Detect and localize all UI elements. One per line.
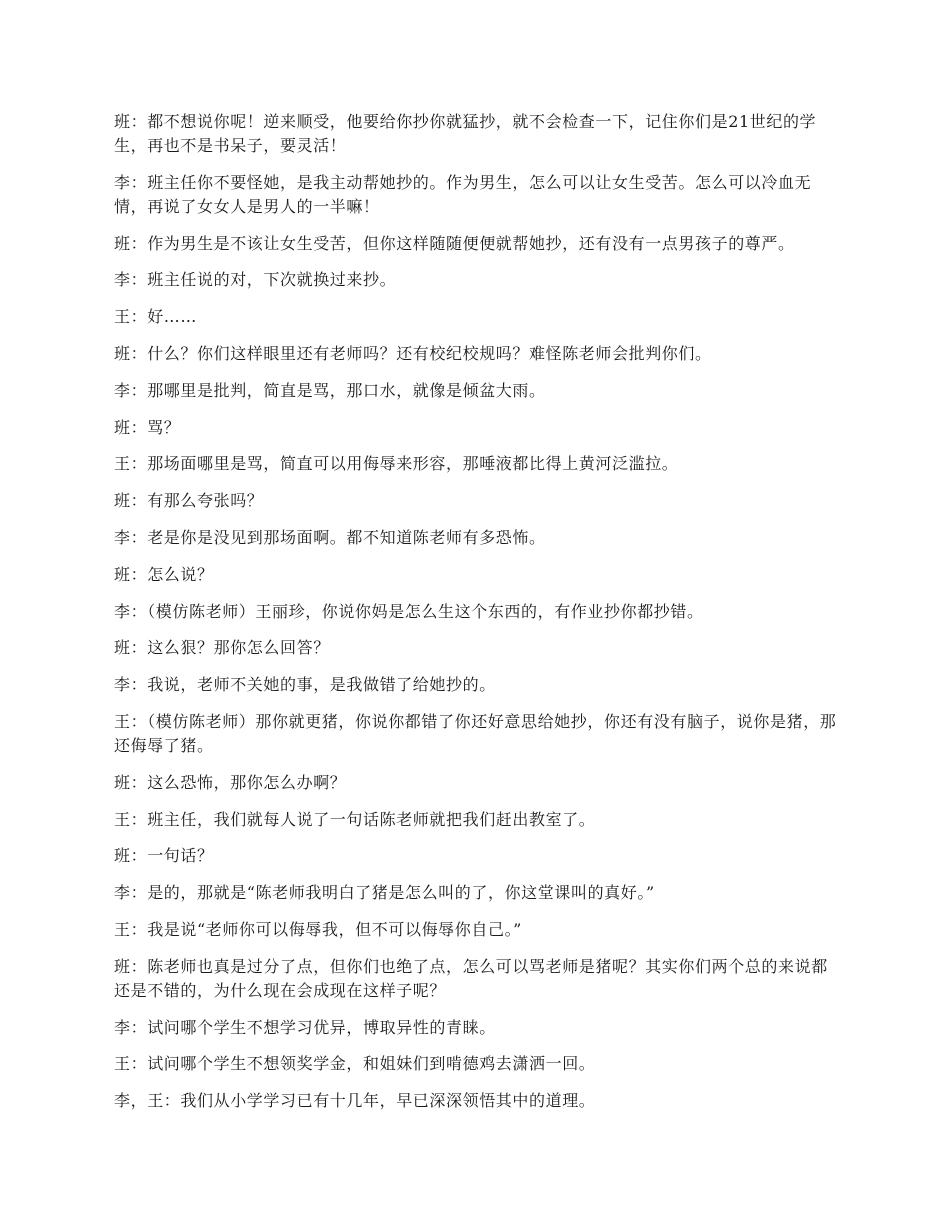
dialogue-line: 李：老是你是没见到那场面啊。都不知道陈老师有多恐怖。 xyxy=(114,527,546,547)
dialogue-line: 李：是的，那就是“陈老师我明白了猪是怎么叫的了，你这堂课叫的真好。” xyxy=(114,883,655,903)
dialogue-line: 李：我说，老师不关她的事，是我做错了给她抄的。 xyxy=(114,675,496,695)
dialogue-line: 李：那哪里是批判，简直是骂，那口水，就像是倾盆大雨。 xyxy=(114,380,546,400)
dialogue-line: 班：有那么夸张吗？ xyxy=(114,491,264,511)
dialogue-line: 王：那场面哪里是骂，简直可以用侮辱来形容，那唾液都比得上黄河泛滥拉。 xyxy=(114,454,679,474)
dialogue-line: 李：班主任你不要怪她，是我主动帮她抄的。作为男生，怎么可以让女生受苦。怎么可以冷血无情，再说了女女人是男人的一半嘛！ xyxy=(114,172,812,216)
dialogue-line: 李，王：我们从小学学习已有十几年，早已深深领悟其中的道理。 xyxy=(114,1091,596,1111)
dialogue-line: 班：这么狠？那你怎么回答？ xyxy=(114,638,330,658)
dialogue-line: 李：试问哪个学生不想学习优异，博取异性的青睐。 xyxy=(114,1017,496,1037)
dialogue-line: 班：陈老师也真是过分了点，但你们也绝了点，怎么可以骂老师是猪呢？其实你们两个总的来说都还是不错的，为什么现在会成现在这样子呢？ xyxy=(114,956,828,1000)
dialogue-line: 李：（模仿陈老师）王丽珍，你说你妈是怎么生这个东西的，有作业抄你都抄错。 xyxy=(114,601,704,621)
dialogue-line: 班：怎么说？ xyxy=(114,564,214,584)
dialogue-line: 班：骂？ xyxy=(114,417,181,437)
dialogue-body xyxy=(114,110,844,1126)
dialogue-line: 班：都不想说你呢！逆来顺受，他要给你抄你就猛抄，就不会检查一下，记住你们是21世纪的学生，再也不是书呆子，要灵活！ xyxy=(114,112,817,155)
dialogue-line: 班：作为男生是不该让女生受苦，但你这样随随便便就帮她抄，还有没有一点男孩子的尊严。 xyxy=(114,233,795,253)
dialogue-line: 班：什么？你们这样眼里还有老师吗？还有校纪校规吗？难怪陈老师会批判你们。 xyxy=(114,343,712,363)
dialogue-line: 王：班主任，我们就每人说了一句话陈老师就把我们赶出教室了。 xyxy=(114,809,596,829)
dialogue-line: 王：好…… xyxy=(114,307,198,327)
dialogue-line: 王：（模仿陈老师）那你就更猪，你说你都错了你还好意思给她抄，你还有没有脑子，说你是猪，那还侮辱了猪。 xyxy=(114,711,837,755)
dialogue-line: 班：这么恐怖，那你怎么办啊？ xyxy=(114,772,347,792)
dialogue-line: 王：我是说“老师你可以侮辱我，但不可以侮辱你自己。” xyxy=(114,919,522,939)
dialogue-line: 班：一句话？ xyxy=(114,846,214,866)
dialogue-line: 王：试问哪个学生不想领奖学金，和姐妹们到啃德鸡去潇洒一回。 xyxy=(114,1054,596,1074)
dialogue-line: 李：班主任说的对，下次就换过来抄。 xyxy=(114,270,397,290)
